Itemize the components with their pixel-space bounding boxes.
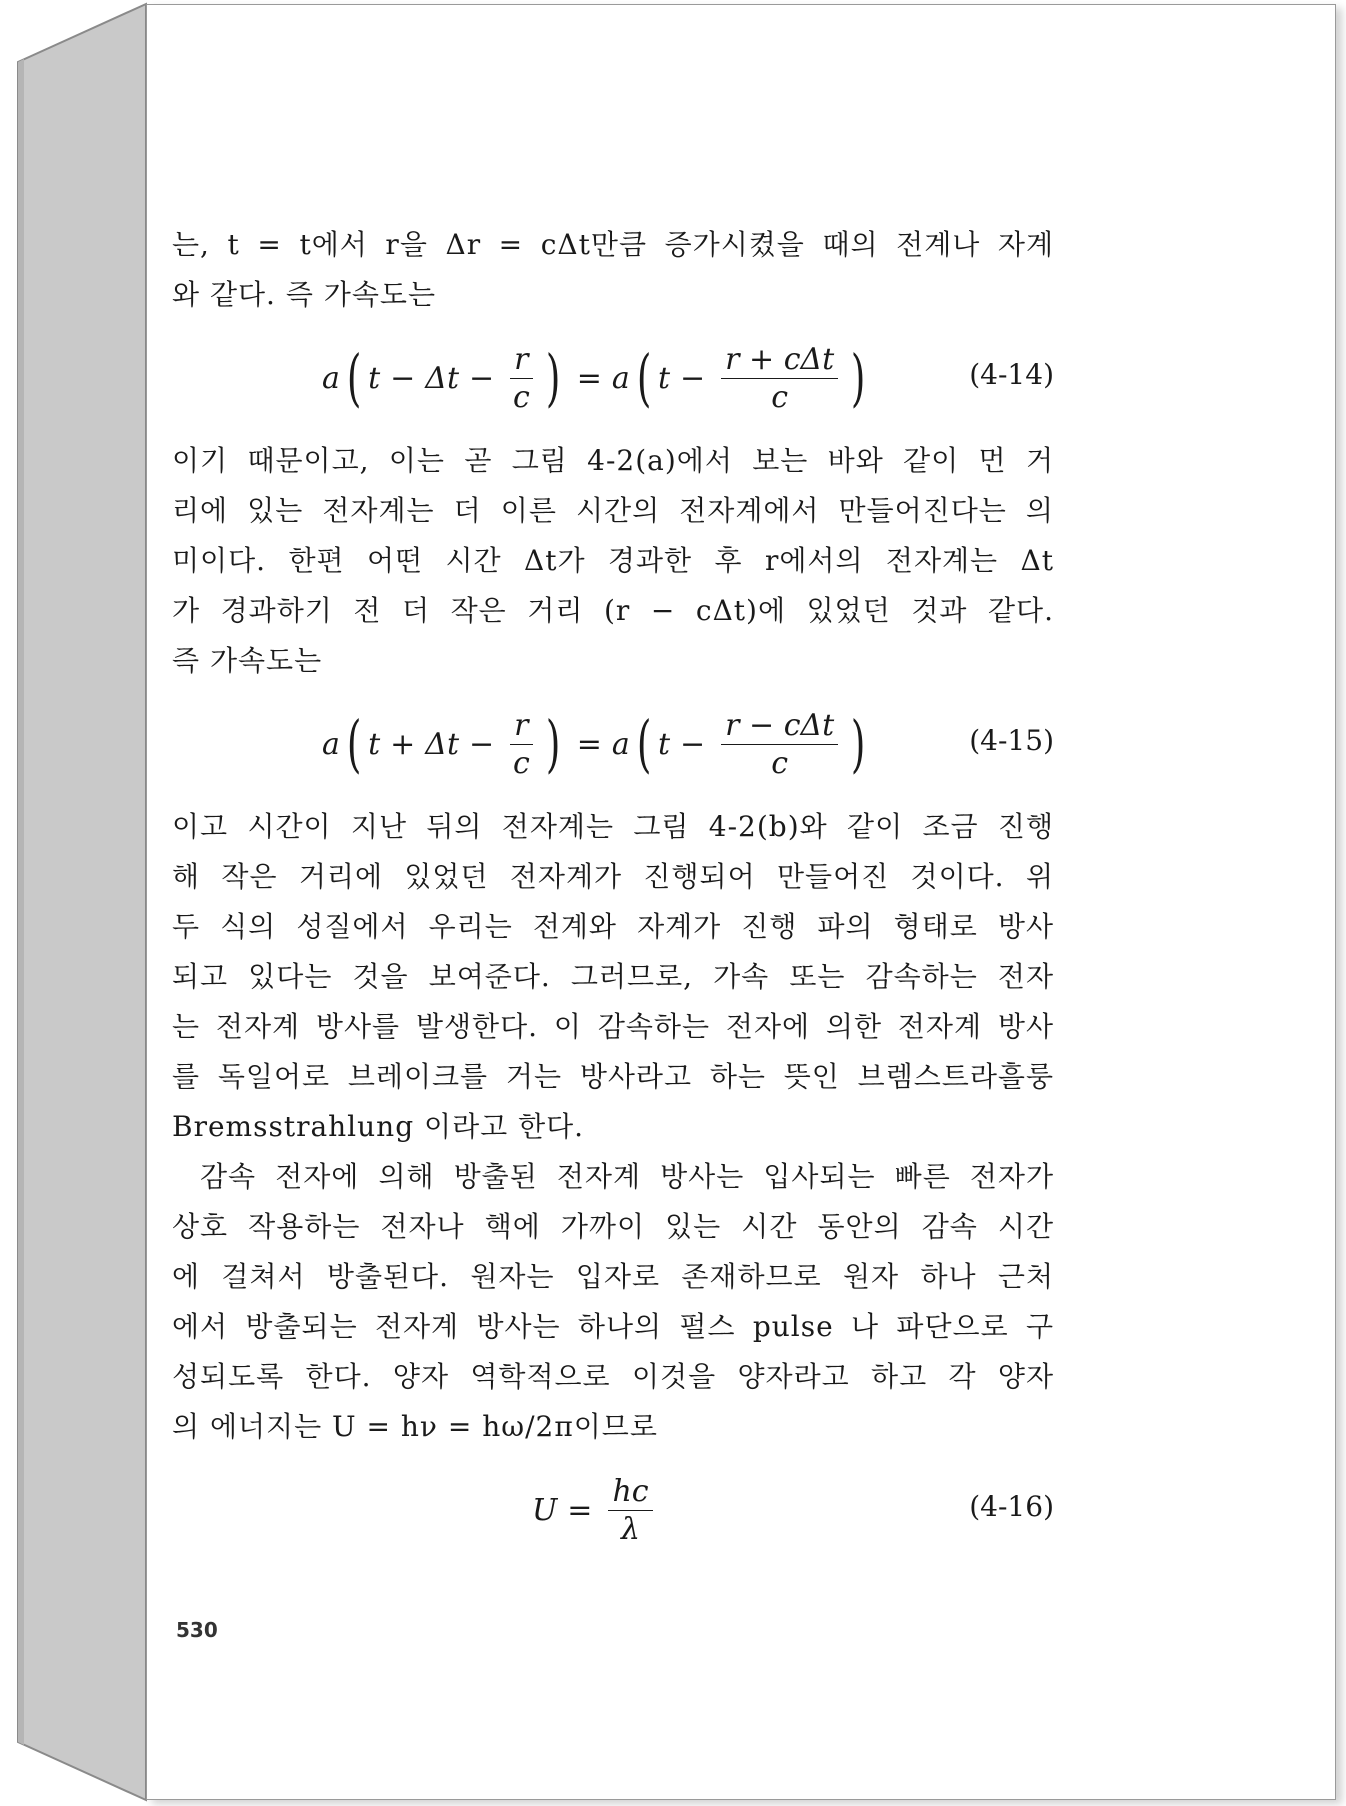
text-line: 해 작은 거리에 있었던 전자계가 진행되어 만들어진 것이다. 위 (172, 860, 1054, 893)
fraction-numerator: r + cΔt (721, 343, 838, 379)
equation-body (532, 1460, 659, 1560)
text-line: 미이다. 한편 어떤 시간 Δt가 경과한 후 r에서의 전자계는 Δt (172, 544, 1054, 577)
eq-equals: = (576, 726, 602, 762)
eq-symbol: Δt (425, 360, 460, 396)
eq-symbol: t (368, 360, 381, 396)
fraction (608, 1475, 652, 1546)
fraction-denominator: λ (620, 1511, 640, 1547)
text-line: 이고 시간이 지난 뒤의 전자계는 그림 4-2(b)와 같이 조금 진행 (172, 810, 1054, 843)
text-line: 와 같다. 즉 가속도는 (172, 278, 436, 311)
page-content (172, 220, 1054, 1568)
eq-symbol: U (532, 1492, 558, 1528)
equation-body (322, 328, 872, 428)
left-paren: ( (346, 341, 362, 414)
text-line: 감속 전자에 의해 방출된 전자계 방사는 입사되는 빠른 전자가 (200, 1160, 1054, 1193)
fraction-denominator: c (512, 379, 530, 415)
text-line: Bremsstrahlung 이라고 한다. (172, 1110, 585, 1143)
eq-equals: = (567, 1492, 593, 1528)
left-paren: ( (636, 707, 652, 780)
text-line: 에 걸쳐서 방출된다. 원자는 입자로 존재하므로 원자 하나 근처 (172, 1260, 1054, 1293)
fraction-numerator: r − cΔt (721, 709, 838, 745)
eq-symbol: Δt (425, 726, 460, 762)
paragraph-1 (172, 220, 1054, 320)
eq-operator: − (469, 726, 495, 762)
fraction (510, 343, 532, 414)
right-paren: ) (545, 707, 560, 780)
equation-number: (4-16) (969, 1490, 1054, 1523)
text-line: 에서 방출되는 전자계 방사는 하나의 펄스 pulse 나 파단으로 구 (172, 1310, 1054, 1343)
eq-operator: − (680, 726, 706, 762)
text-line: 즉 가속도는 (172, 644, 323, 677)
eq-symbol: a (611, 726, 630, 762)
text-line: 두 식의 성질에서 우리는 전계와 자계가 진행 파의 형태로 방사 (172, 910, 1054, 943)
text-line: 는 전자계 방사를 발생한다. 이 감속하는 전자에 의한 전자계 방사 (172, 1010, 1054, 1043)
left-paren: ( (636, 341, 652, 414)
eq-operator: − (390, 360, 416, 396)
eq-operator: − (469, 360, 495, 396)
equation-number: (4-15) (969, 724, 1054, 757)
eq-symbol: t (657, 360, 671, 396)
fraction (721, 343, 838, 414)
fraction-numerator: r (510, 709, 532, 745)
paragraph-4 (172, 1152, 1054, 1452)
text-line: 의 에너지는 U = hν = hω/2π이므로 (172, 1410, 658, 1443)
eq-symbol: a (611, 360, 630, 396)
right-paren: ) (851, 341, 866, 414)
right-paren: ) (545, 341, 560, 414)
text-line: 이기 때문이고, 이는 곧 그림 4-2(a)에서 보는 바와 같이 먼 거 (172, 444, 1054, 477)
text-line: 상호 작용하는 전자나 핵에 가까이 있는 시간 동안의 감속 시간 (172, 1210, 1054, 1243)
page-number: 530 (176, 1618, 218, 1642)
eq-operator: + (390, 726, 416, 762)
text-line: 가 경과하기 전 더 작은 거리 (r − cΔt)에 있었던 것과 같다. (172, 594, 1054, 627)
eq-symbol: a (322, 360, 340, 396)
eq-symbol: t (657, 726, 671, 762)
eq-symbol: t (368, 726, 381, 762)
equation-body (322, 694, 872, 794)
equation-number: (4-14) (969, 358, 1054, 391)
eq-operator: − (680, 360, 706, 396)
eq-equals: = (576, 360, 602, 396)
text-line: 성되도록 한다. 양자 역학적으로 이것을 양자라고 하고 각 양자 (172, 1360, 1054, 1393)
fraction-denominator: c (771, 379, 789, 415)
fraction-numerator: r (510, 343, 532, 379)
fraction (721, 709, 838, 780)
text-line: 는, t = t에서 r을 Δr = cΔt만큼 증가시켰을 때의 전계나 자계 (172, 228, 1054, 261)
paragraph-2 (172, 436, 1054, 686)
text-line: 되고 있다는 것을 보여준다. 그러므로, 가속 또는 감속하는 전자 (172, 960, 1054, 993)
fraction-denominator: c (771, 745, 789, 781)
equation-4-14 (172, 328, 1054, 428)
fraction-numerator: hc (608, 1475, 652, 1511)
fraction-denominator: c (512, 745, 530, 781)
equation-4-16 (172, 1460, 1054, 1560)
eq-symbol: a (322, 726, 340, 762)
fraction (510, 709, 532, 780)
right-paren: ) (851, 707, 866, 780)
paragraph-3 (172, 802, 1054, 1152)
text-line: 를 독일어로 브레이크를 거는 방사라고 하는 뜻인 브렘스트라흘룽 (172, 1060, 1054, 1093)
left-paren: ( (346, 707, 362, 780)
equation-4-15 (172, 694, 1054, 794)
text-line: 리에 있는 전자계는 더 이른 시간의 전자계에서 만들어진다는 의 (172, 494, 1054, 527)
